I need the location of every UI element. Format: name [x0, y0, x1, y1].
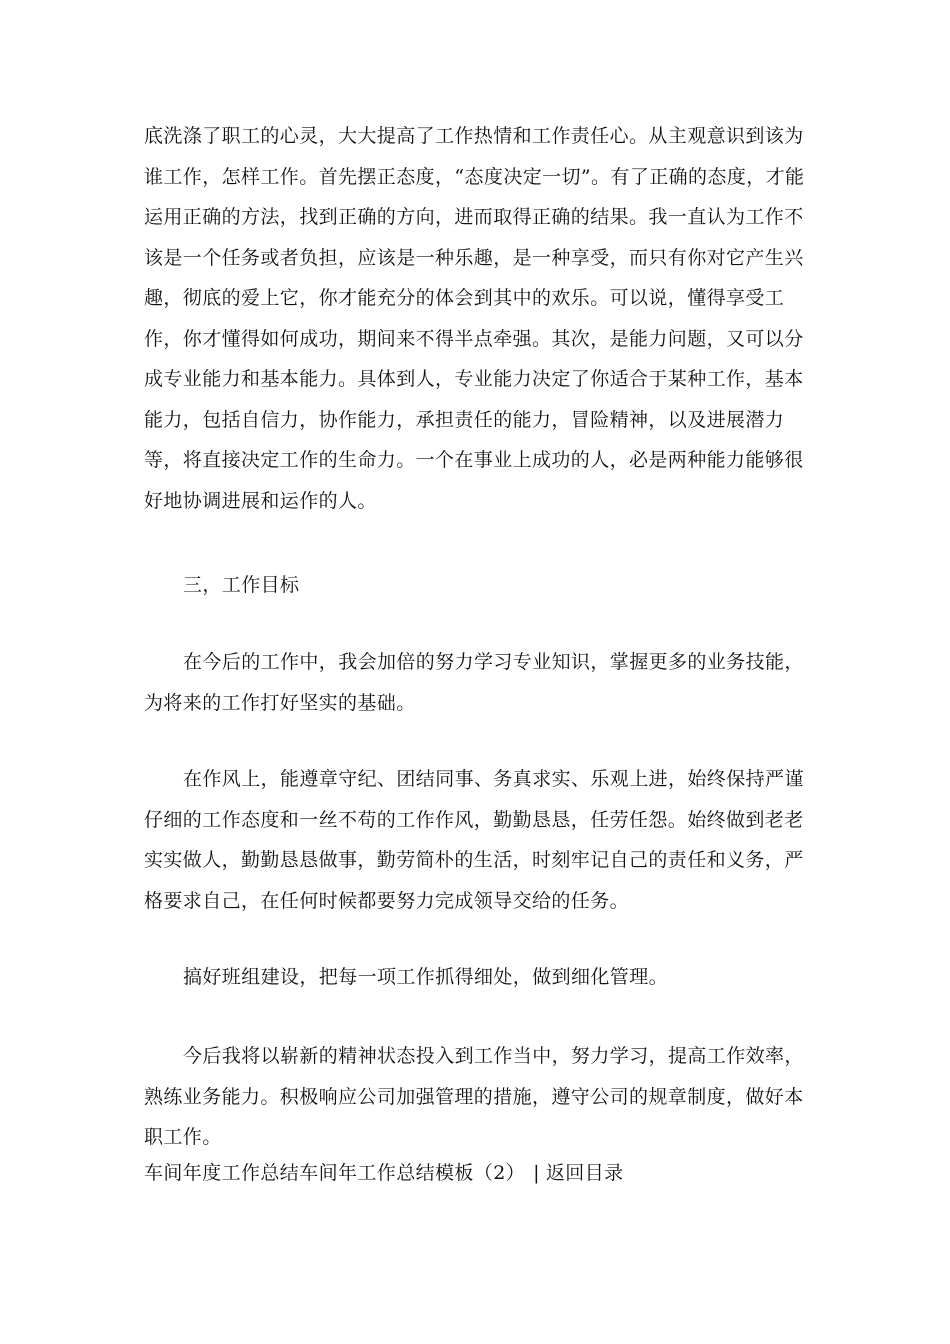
next-article-link[interactable]: 车间年度工作总结车间年工作总结模板（2） — [144, 1162, 526, 1184]
back-to-contents-link[interactable]: 返回目录 — [545, 1162, 624, 1184]
body-paragraph-4: 搞好班组建设，把每一项工作抓得细处，做到细化管理。 — [183, 966, 669, 988]
body-paragraph-2: 在今后的工作中，我会加倍的努力学习专业知识，掌握更多的业务技能，为将来的工作打好坚实的基础。 — [144, 651, 804, 714]
body-paragraph-5: 今后我将以崭新的精神状态投入到工作当中，努力学习，提高工作效率，熟练业务能力。积极响应公司加强管理的措施，遵守公司的规章制度，做好本职工作。 — [144, 1045, 804, 1148]
footer-separator: | — [533, 1162, 540, 1184]
section-heading-work-goals: 三，工作目标 — [183, 574, 300, 596]
body-paragraph-1: 底洗涤了职工的心灵，大大提高了工作热情和工作责任心。从主观意识到该为谁工作，怎样工作。首先摆正态度，“态度决定一切”。有了正确的态度，才能运用正确的方法，找到正确的方向，进而取得正确的结果。我一直认为工作不该是一个任务或者负担，应该是一种乐趣，是一种享受，而只有你对它产生兴趣，彻底的爱上它，你才能充分的体会到其中的欢乐。可以说，懂得享受工作，你才懂得如何成功，期间来不得半点牵强。其次，是能力问题，又可以分成专业能力和基本能力。具体到人，专业能力决定了你适合于某种工作，基本能力，包括自信力，协作能力，承担责任的能力，冒险精神，以及进展潜力等，将直接决定工作的生命力。一个在事业上成功的人，必是两种能力能够很好地协调进展和运作的人。 — [144, 125, 805, 512]
body-paragraph-3: 在作风上，能遵章守纪、团结同事、务真求实、乐观上进，始终保持严谨仔细的工作态度和一丝不苟的工作作风，勤勤恳恳，任劳任怨。始终做到老老实实做人，勤勤恳恳做事，勤劳简朴的生活，时刻牢记自己的责任和义务，严格要求自己，在任何时候都要努力完成领导交给的任务。 — [144, 768, 804, 912]
footer-nav — [144, 1155, 816, 1191]
